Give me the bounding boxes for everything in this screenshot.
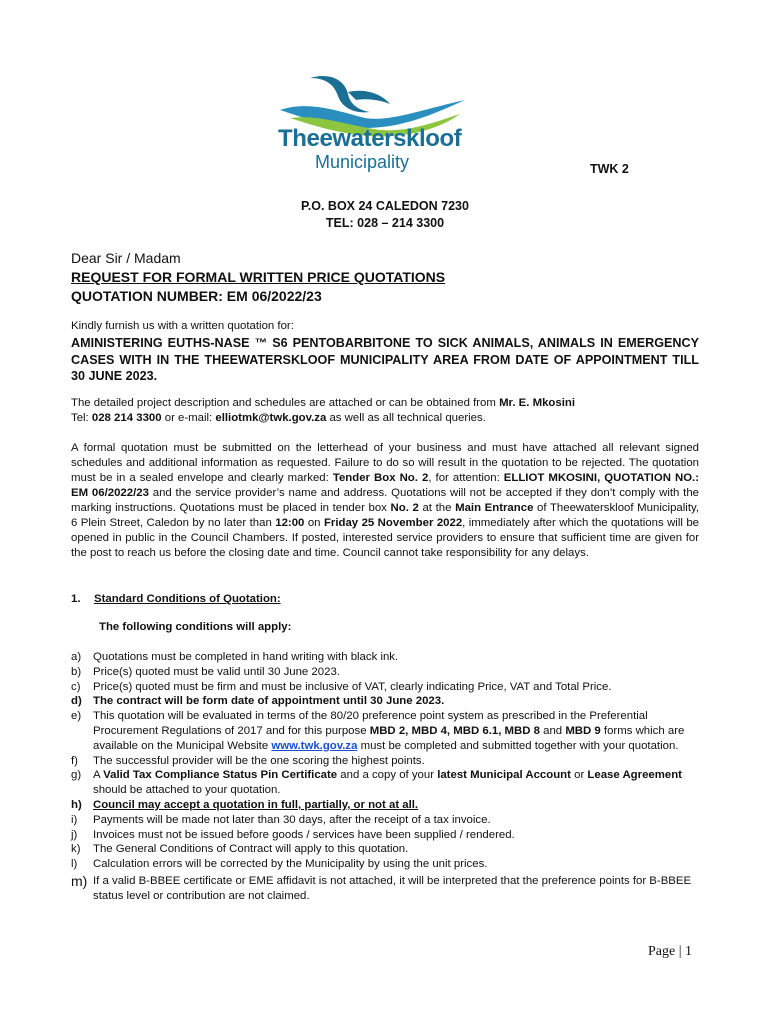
item-text: This quotation will be evaluated in terms of the 80/20 preference point system as prescribed in the Preferential Procurement Regulations of 2017 and for this purpose bbox=[93, 710, 648, 737]
email-label: or e-mail: bbox=[161, 412, 216, 424]
details-text-end: as well as all technical queries. bbox=[326, 412, 486, 424]
mbd-forms: MBD 2, MBD 4, MBD 6.1, MBD 8 bbox=[369, 724, 540, 737]
formal-text: at the bbox=[418, 502, 456, 514]
item-text: Council may accept a quotation in full, partially, or not at all. bbox=[93, 798, 419, 811]
list-item bbox=[71, 857, 699, 872]
closing-date: Friday 25 November 2022 bbox=[323, 517, 463, 529]
list-item bbox=[71, 754, 699, 769]
tel-label: Tel: bbox=[71, 412, 92, 424]
lease-agreement: Lease Agreement bbox=[587, 769, 682, 782]
item-label: f) bbox=[71, 754, 78, 767]
item-text: Calculation errors will be corrected by the Municipality by using the unit prices. bbox=[93, 858, 488, 871]
quotation-number: QUOTATION NUMBER: EM 06/2022/23 bbox=[71, 288, 322, 304]
list-item bbox=[71, 828, 699, 843]
section-subtitle: The following conditions will apply: bbox=[99, 621, 292, 633]
contact-email[interactable]: elliotmk@twk.gov.za bbox=[215, 412, 327, 424]
item-text: The contract will be form date of appointment until 30 June 2023. bbox=[93, 695, 445, 708]
list-item bbox=[71, 813, 699, 828]
formal-text: of Theewaterskloof Municipality, 6 Plein Street, Caledon by no later than bbox=[71, 502, 699, 529]
list-item bbox=[71, 709, 699, 753]
item-text: forms which are available on the Municipal Website bbox=[93, 724, 685, 752]
logo-name-line1: Theewaterskloof bbox=[278, 125, 462, 152]
formal-text: A formal quotation must be submitted on the letterhead of your business and must have attached all relevant signed schedules and additional information as requested. Failure to do so will result in the quotation to be rejected. The quotation must be in a sealed envelope and clearly marked: bbox=[71, 442, 699, 484]
item-label: k) bbox=[71, 843, 81, 856]
item-text: Quotations must be completed in hand writing with black ink. bbox=[93, 651, 399, 663]
list-item bbox=[71, 798, 699, 813]
tender-box: Tender Box No. 2 bbox=[332, 472, 429, 484]
item-text: The General Conditions of Contract will apply to this quotation. bbox=[93, 843, 409, 856]
list-item bbox=[71, 694, 699, 709]
contact-name: Mr. E. Mkosini bbox=[499, 397, 576, 409]
item-text: and bbox=[539, 724, 566, 737]
formal-text: and the service provider’s name and address. Quotations will not be accepted if they don’t comply with the marking instructions. Quotations must be placed in tender box bbox=[71, 487, 700, 514]
page-title: REQUEST FOR FORMAL WRITTEN PRICE QUOTATIONS bbox=[71, 269, 446, 285]
item-text: A bbox=[93, 769, 104, 782]
item-label: l) bbox=[71, 858, 78, 871]
item-label: e) bbox=[71, 710, 82, 723]
item-label: m) bbox=[71, 872, 88, 889]
item-label: h) bbox=[71, 798, 82, 811]
logo-name-line2: Municipality bbox=[315, 152, 410, 172]
municipal-account: latest Municipal Account bbox=[437, 769, 571, 782]
closing-time: 12:00 bbox=[275, 517, 305, 529]
list-item bbox=[71, 680, 699, 695]
list-item bbox=[71, 650, 699, 665]
section-title: Standard Conditions of Quotation: bbox=[94, 593, 281, 605]
subject-text: AMINISTERING EUTHS-NASE ™ S6 PENTOBARBITONE TO SICK ANIMALS, ANIMALS IN EMERGENCY CASES WITH IN THE THEEWATERSKLOOF MUNICIPALITY AREA FROM DATE OF APPOINTMENT TILL 30 JUNE 2023. bbox=[71, 336, 699, 383]
item-text: The successful provider will be the one scoring the highest points. bbox=[93, 754, 425, 767]
details-paragraph bbox=[71, 396, 699, 426]
item-text: Invoices must not be issued before goods / services have been supplied / rendered. bbox=[93, 828, 515, 841]
list-item bbox=[71, 665, 699, 680]
tax-certificate: Valid Tax Compliance Status Pin Certificate bbox=[103, 769, 338, 782]
tender-box-number: No. 2 bbox=[390, 502, 419, 514]
document-reference: TWK 2 bbox=[590, 162, 629, 176]
intro-text: Kindly furnish us with a written quotation for: bbox=[71, 320, 294, 332]
formal-text: on bbox=[304, 517, 324, 529]
page-number: Page | 1 bbox=[648, 944, 693, 959]
item-text: Price(s) quoted must be firm and must be inclusive of VAT, clearly indicating Price, VAT and Total Price. bbox=[93, 680, 612, 693]
attention-name: ELLIOT MKOSINI, QUOTATION NO.: EM 06/2022/23 bbox=[71, 472, 700, 499]
section-number: 1. bbox=[71, 593, 81, 605]
item-text: or bbox=[570, 769, 588, 782]
item-text: should be attached to your quotation. bbox=[93, 784, 281, 797]
formal-paragraph bbox=[71, 441, 699, 561]
salutation: Dear Sir / Madam bbox=[71, 250, 181, 266]
details-text: The detailed project description and schedules are attached or can be obtained from bbox=[71, 397, 500, 409]
conditions-list bbox=[71, 650, 699, 904]
item-text: and a copy of your bbox=[337, 769, 438, 782]
item-label: c) bbox=[71, 680, 81, 693]
list-item bbox=[71, 768, 699, 798]
item-text: If a valid B-BBEE certificate or EME affidavit is not attached, it will be interpreted that the preference points for B-BBEE status level or contribution are not claimed. bbox=[93, 874, 692, 902]
telephone: TEL: 028 – 214 3300 bbox=[325, 216, 445, 230]
item-label: b) bbox=[71, 665, 82, 678]
item-text: Payments will be made not later than 30 days, after the receipt of a tax invoice. bbox=[93, 813, 491, 826]
postal-address: P.O. BOX 24 CALEDON 7230 bbox=[301, 199, 469, 213]
item-label: a) bbox=[71, 651, 82, 663]
list-item bbox=[71, 874, 699, 904]
item-label: g) bbox=[71, 769, 82, 782]
contact-tel: 028 214 3300 bbox=[91, 412, 162, 424]
item-label: j) bbox=[71, 828, 78, 841]
website-link[interactable]: www.twk.gov.za bbox=[271, 739, 358, 752]
item-text: must be completed and submitted together with your quotation. bbox=[357, 739, 679, 752]
list-item bbox=[71, 842, 699, 857]
main-entrance: Main Entrance bbox=[455, 502, 534, 514]
item-text: Price(s) quoted must be valid until 30 June 2023. bbox=[93, 665, 340, 678]
item-label: d) bbox=[71, 695, 82, 708]
item-label: i) bbox=[71, 813, 78, 826]
formal-text: , immediately after which the quotations will be opened in public in the Council Chambers. If posted, interested service providers to ensure that sufficient time are given for the post to reach us before the closing date and time. Council cannot take responsibility for any delays. bbox=[71, 517, 700, 559]
mbd-9: MBD 9 bbox=[565, 724, 601, 737]
formal-text: , for attention: bbox=[428, 472, 504, 484]
